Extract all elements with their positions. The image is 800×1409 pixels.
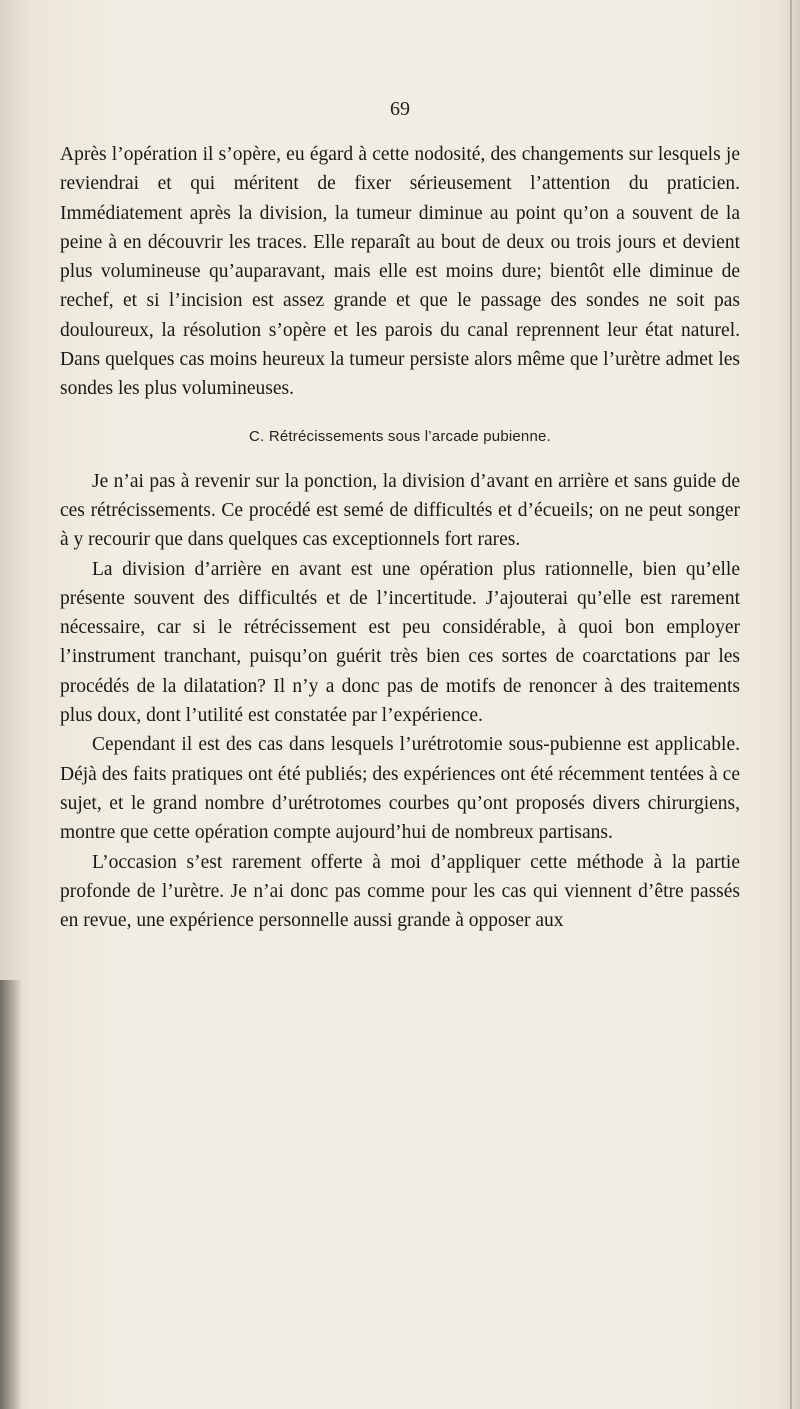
paragraph: La division d’arrière en avant est une opération plus rationnelle, bien qu’elle présente souvent des difficultés et de l’incertitude. J’ajouterai qu’elle est rarement nécessaire, car si le rétrécissement est peu considérable, à quoi bon employer l’instrument tranchant, puisqu’on guérit très bien ces sortes de coarctations par les procédés de la dilatation? Il n’y a donc pas de motifs de renoncer à des traitements plus doux, dont l’utilité est constatée par l’expérience.	[60, 558, 740, 727]
binding-shadow	[0, 980, 22, 1409]
paragraph: Cependant il est des cas dans lesquels l’urétrotomie sous-pubienne est applicable. Déjà des faits pratiques ont été publiés; des expériences ont été récemment tentées à ce sujet, et le grand nombre d’urétrotomes courbes qu’ont proposés divers chirurgiens, montre que cette opération compte aujourd’hui de nombreux partisans.	[60, 734, 740, 844]
page-edge	[790, 0, 792, 1409]
paragraph: Après l’opération il s’opère, eu égard à cette nodosité, des changements sur lesquels je reviendrai et qui méritent de fixer sérieusement l’attention du praticien. Immédiatement après la division, la tumeur diminue au point qu’on a souvent de la peine à en découvrir les traces. Elle reparaît au bout de deux ou trois jours et devient plus volumineuse qu’auparavant, mais elle est moins dure; bientôt elle diminue de rechef, et si l’incision est assez grande et que le passage des sondes ne soit pas douloureux, la résolution s’opère et les parois du canal reprennent leur état naturel. Dans quelques cas moins heureux la tumeur persiste alors même que l’urètre admet les sondes les plus volumineuses.	[60, 144, 740, 400]
paragraph: L’occasion s’est rarement offerte à moi d’appliquer cette méthode à la partie profonde de l’urètre. Je n’ai donc pas comme pour les cas qui viennent d’être passés en revue, une expérience personnelle aussi grande à opposer aux	[60, 851, 740, 932]
paragraph: Je n’ai pas à revenir sur la ponction, la division d’avant en arrière et sans guide de ces rétrécissements. Ce procédé est semé de difficultés et d’écueils; on ne peut songer à y recourir que dans quelques cas exceptionnels fort rares.	[60, 470, 740, 551]
body-text	[60, 140, 740, 935]
section-heading: C. Rétrécissements sous l’arcade pubienne.	[249, 427, 551, 445]
page-number: 69	[390, 98, 410, 120]
